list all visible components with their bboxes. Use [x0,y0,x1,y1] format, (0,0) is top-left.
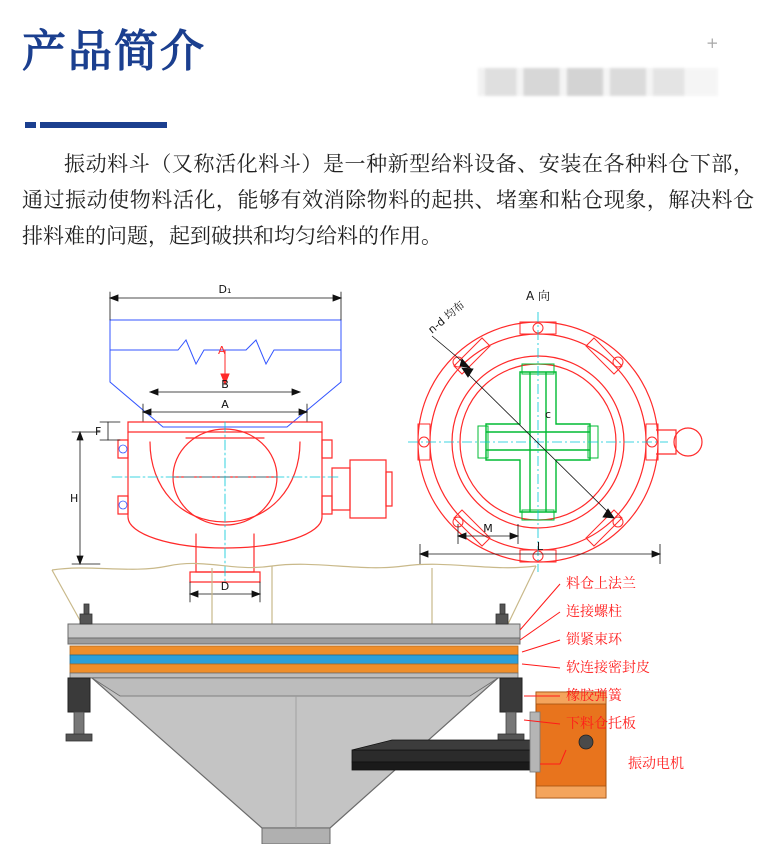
callout-6: 振动电机 [628,756,684,772]
plus-icon: + [706,34,719,52]
dim-m-label: M [483,522,493,535]
callout-2: 锁紧束环 [566,632,622,648]
title-underline [22,122,167,128]
dim-d1-label: D₁ [218,283,232,296]
top-view-title: A 向 [525,289,551,303]
page-title: 产品简介 [22,26,206,77]
dim-c-label: c [545,408,552,421]
callout-4: 橡胶弹簧 [566,688,622,704]
dim-nd-label: n-d 均布 [425,298,468,337]
dim-d-label: D [220,580,230,593]
assembly-drawing [52,563,684,844]
callout-3: 软连接密封皮 [566,660,650,676]
callout-0: 料仓上法兰 [566,576,636,592]
dim-h-label: H [70,492,79,505]
callout-5: 下料仓托板 [566,716,636,732]
dim-b-label: B [221,378,229,391]
callout-1: 连接螺柱 [566,604,622,620]
dim-a-arrow-label: A [218,344,226,357]
dim-l-label: L [536,540,544,553]
front-view-drawing [70,283,392,602]
intro-paragraph: 振动料斗（又称活化料斗）是一种新型给料设备、安装在各种料仓下部，通过振动使物料活化，能够有效消除物料的起拱、堵塞和粘仓现象，解决料仓排料难的问题，起到破拱和均匀给料的作用。 [22,152,754,248]
technical-drawings [0,272,776,844]
top-view-drawing [408,289,702,572]
dim-f-label: F [95,425,102,438]
dim-a-label: A [221,398,229,411]
watermark-bar [478,68,718,96]
